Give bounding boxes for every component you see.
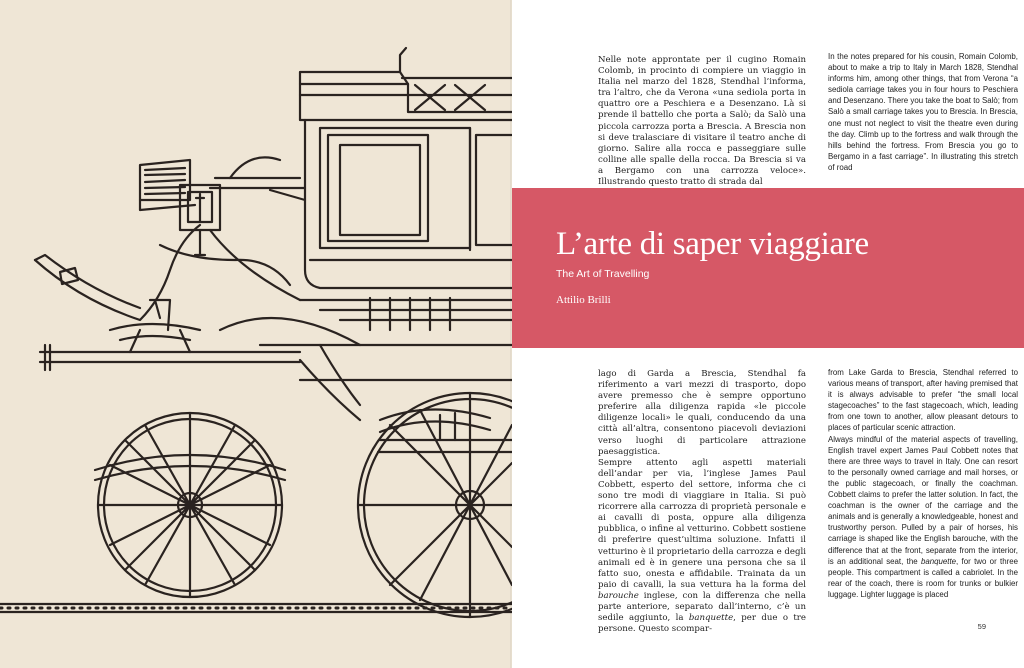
english-column-top: In the notes prepared for his cousin, Romain Colomb, about to make a trip to Italy in March 1828, Stendhal informs him, among other things, that from Verona “a sediola carriage takes you in four hours to Peschiera and Desenzano. There you take the boat to Salò; from Salò a small carriage takes you to Brescia. In Brescia, one must not neglect to visit the theatre even during the day. Climb up to the fortress and walk through the hills behind the fortress. From Brescia you go to Bergamo in a fast carriage”. In illustrating this stretch of road [828, 52, 1018, 172]
italian-paragraph-1: lago di Garda a Brescia, Stendhal fa riferimento a vari mezzi di trasporto, dopo avere premesso che è sempre opportuno preferire alla diligenza rapida «le piccole diligenze locali» le quali, conducendo da una città all’altra, consentono piacevoli deviazioni verso luoghi di particolare attrazione paesaggistica. [598, 369, 806, 457]
article-title: L’arte di saper viaggiare [556, 226, 869, 262]
article-page [512, 0, 1024, 668]
article-author: Attilio Brilli [556, 294, 611, 306]
italian-column-top: Nelle note approntate per il cugino Romain Colomb, in procinto di compiere un viaggio in Italia nel marzo del 1828, Stendhal l’informa, tra l’altro, che da Verona «una sediola porta in quattro ore a Peschiera e a Desenzano. Là si prende il battello che porta a Salò; da Salò una piccola carrozza porta a Brescia. A Brescia non si deve tralasciare di visitare il teatro anche di giorno. Salire alla rocca e passeggiare sulle colline alle spalle della rocca. Da Brescia si va a Bergamo con una carrozza veloce». Illustrando questo tratto di strada dal [598, 55, 806, 188]
page-number: 59 [977, 622, 986, 631]
italian-column-bottom [598, 369, 806, 635]
article-subtitle: The Art of Travelling [556, 268, 650, 280]
english-paragraph-1: from Lake Garda to Brescia, Stendhal referred to various means of transport, after having premised that it is always advisable to prefer “the small local stagecoaches” to the fast stagecoach, which, leading from one town to another, allow pleasant detours to places of particular scenic attraction. [828, 368, 1018, 433]
italian-paragraph-2: Sempre attento agli aspetti materiali dell’andar per via, l’inglese James Paul Cobbett, esperto del settore, informa che ci sono tre modi di viaggiare in Italia. Si può ricorrere alla carrozza di proprietà personale e ai cavalli di posta, oppure alla diligenza pubblica, o infine al vetturino. Cobbett sostiene di preferire quest’ultima soluzione. Infatti il vetturino è il proprietario della carrozza e degli animali ed è in genere una persona che sa il fatto suo, onesta e affidabile. Trainata da un paio di cavalli, la sua vettura ha la forma del barouche inglese, con la differenza che nella parte anteriore, separato dall’interno, c’è un sedile aggiunto, la banquette, per due o tre persone. Questo scompar- [598, 457, 807, 635]
english-paragraph-2: Always mindful of the material aspects of travelling, English travel expert James Paul Cobbett notes that there are three ways to travel in Italy. One can resort to the personally owned carriage and mail horses, or the public stagecoach, or finally the coachman. Cobbett claims to prefer the latter solution. In fact, the coachman is the owner of the carriage and the animals and is generally a knowledgeable, honest and trustworthy person. Pulled by a pair of horses, his carriage is shaped like the English barouche, with the difference that at the front, separate from the interior, is an additional seat, the banquette, for two or three people. This compartment is called a cabriolet. In the rear of the coach, there is room for trunks or bulkier luggage. Lighter luggage is placed [828, 434, 1019, 599]
english-column-bottom [828, 367, 1018, 600]
title-banner [512, 188, 1024, 348]
